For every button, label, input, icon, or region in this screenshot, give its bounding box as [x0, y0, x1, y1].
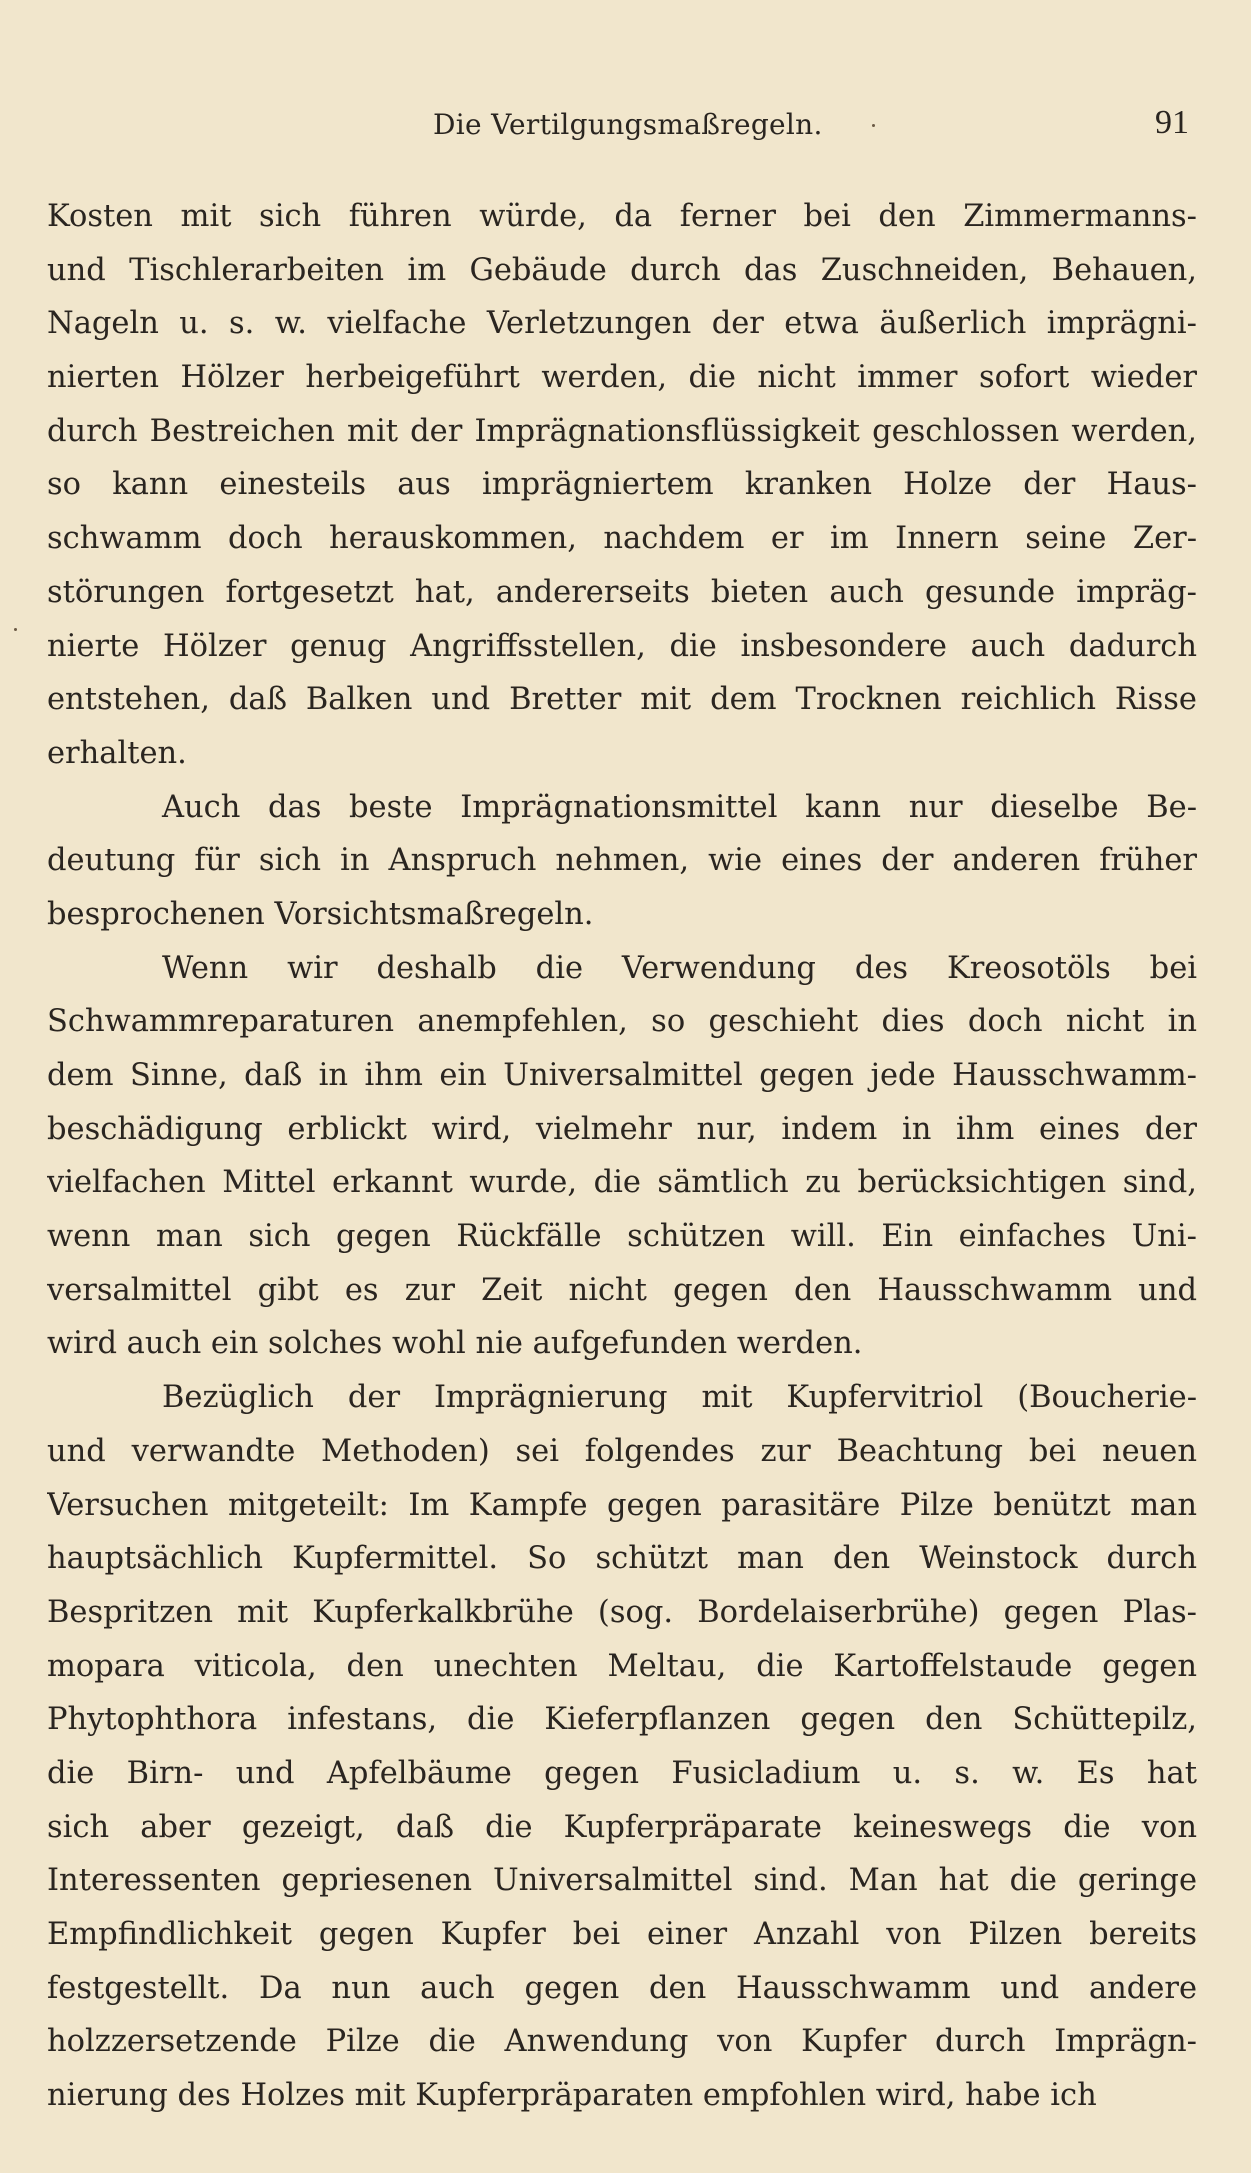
- print-speck: [872, 124, 875, 127]
- text-line: nierte Hölzer genug Angriffsstellen, die insbesondere auch dadurch: [47, 628, 1197, 664]
- paragraph: [47, 1371, 1197, 2123]
- text-line: schwamm doch herauskommen, nachdem er im Innern seine Zer-: [47, 521, 1197, 557]
- text-line: Bezüglich der Imprägnierung mit Kupfervitriol (Boucherie-: [162, 1380, 1197, 1416]
- text-line: versalmittel gibt es zur Zeit nicht gegen den Hausschwamm und: [47, 1272, 1197, 1308]
- text-line: Versuchen mitgeteilt: Im Kampfe gegen parasitäre Pilze benützt man: [47, 1487, 1197, 1523]
- paragraph: [47, 942, 1197, 1372]
- text-line: Empfindlichkeit gegen Kupfer bei einer Anzahl von Pilzen bereits: [47, 1917, 1197, 1952]
- print-speck: [14, 628, 17, 631]
- text-line: so kann einesteils aus imprägniertem kranken Holze der Haus-: [47, 467, 1197, 503]
- text-line: beschädigung erblickt wird, vielmehr nur, indem in ihm eines der: [47, 1111, 1197, 1147]
- text-line: Nageln u. s. w. vielfache Verletzungen der etwa äußerlich imprägni-: [47, 306, 1197, 342]
- text-line: Schwammreparaturen anempfehlen, so geschieht dies doch nicht in: [47, 1004, 1197, 1040]
- text-line: erhalten.: [47, 735, 187, 771]
- text-line: Phytophthora infestans, die Kieferpflanzen gegen den Schüttepilz,: [47, 1702, 1197, 1738]
- text-line: durch Bestreichen mit der Imprägnationsflüssigkeit geschlossen werden,: [47, 413, 1197, 449]
- text-line: wird auch ein solches wohl nie aufgefunden werden.: [47, 1326, 863, 1362]
- text-line: dem Sinne, daß in ihm ein Universalmittel gegen jede Hausschwamm-: [47, 1058, 1197, 1093]
- text-line: nierten Hölzer herbeigeführt werden, die nicht immer sofort wieder: [47, 360, 1197, 396]
- text-line: holzzersetzende Pilze die Anwendung von Kupfer durch Imprägn-: [47, 2024, 1197, 2060]
- page-number: 91: [1155, 104, 1189, 141]
- text-line: wenn man sich gegen Rückfälle schützen will. Ein einfaches Uni-: [47, 1219, 1197, 1255]
- text-line: Bespritzen mit Kupferkalkbrühe (sog. Bordelaiserbrühe) gegen Plas-: [47, 1594, 1197, 1630]
- body-text: [47, 190, 1197, 2123]
- text-line: Wenn wir deshalb die Verwendung des Kreosotöls bei: [162, 950, 1197, 986]
- text-line: mopara viticola, den unechten Meltau, die Kartoffelstaude gegen: [47, 1648, 1197, 1684]
- paragraph: [47, 190, 1197, 781]
- text-line: besprochenen Vorsichtsmaßregeln.: [47, 896, 594, 932]
- text-line: störungen fortgesetzt hat, andererseits bieten auch gesunde impräg-: [47, 574, 1197, 610]
- text-line: sich aber gezeigt, daß die Kupferpräparate keineswegs die von: [47, 1809, 1197, 1845]
- text-line: und verwandte Methoden) sei folgendes zur Beachtung bei neuen: [47, 1433, 1197, 1469]
- text-line: deutung für sich in Anspruch nehmen, wie eines der anderen früher: [47, 843, 1197, 879]
- text-line: und Tischlerarbeiten im Gebäude durch das Zuschneiden, Behauen,: [47, 252, 1197, 288]
- running-head: [0, 100, 1251, 150]
- text-line: entstehen, daß Balken und Bretter mit dem Trocknen reichlich Risse: [47, 682, 1197, 718]
- text-line: Kosten mit sich führen würde, da ferner bei den Zimmermanns-: [47, 199, 1197, 234]
- paragraph: [47, 781, 1197, 942]
- text-line: hauptsächlich Kupfermittel. So schützt man den Weinstock durch: [47, 1541, 1197, 1577]
- text-line: vielfachen Mittel erkannt wurde, die sämtlich zu berücksichtigen sind,: [47, 1165, 1197, 1201]
- text-line: Auch das beste Imprägnationsmittel kann nur dieselbe Be-: [162, 789, 1197, 825]
- text-line: festgestellt. Da nun auch gegen den Hausschwamm und andere: [47, 1970, 1197, 2006]
- text-line: nierung des Holzes mit Kupferpräparaten empfohlen wird, habe ich: [47, 2078, 1097, 2114]
- text-line: Interessenten gepriesenen Universalmittel sind. Man hat die geringe: [47, 1863, 1197, 1899]
- text-line: die Birn- und Apfelbäume gegen Fusicladium u. s. w. Es hat: [47, 1755, 1197, 1791]
- running-title: Die Vertilgungsmaßregeln.: [433, 108, 823, 141]
